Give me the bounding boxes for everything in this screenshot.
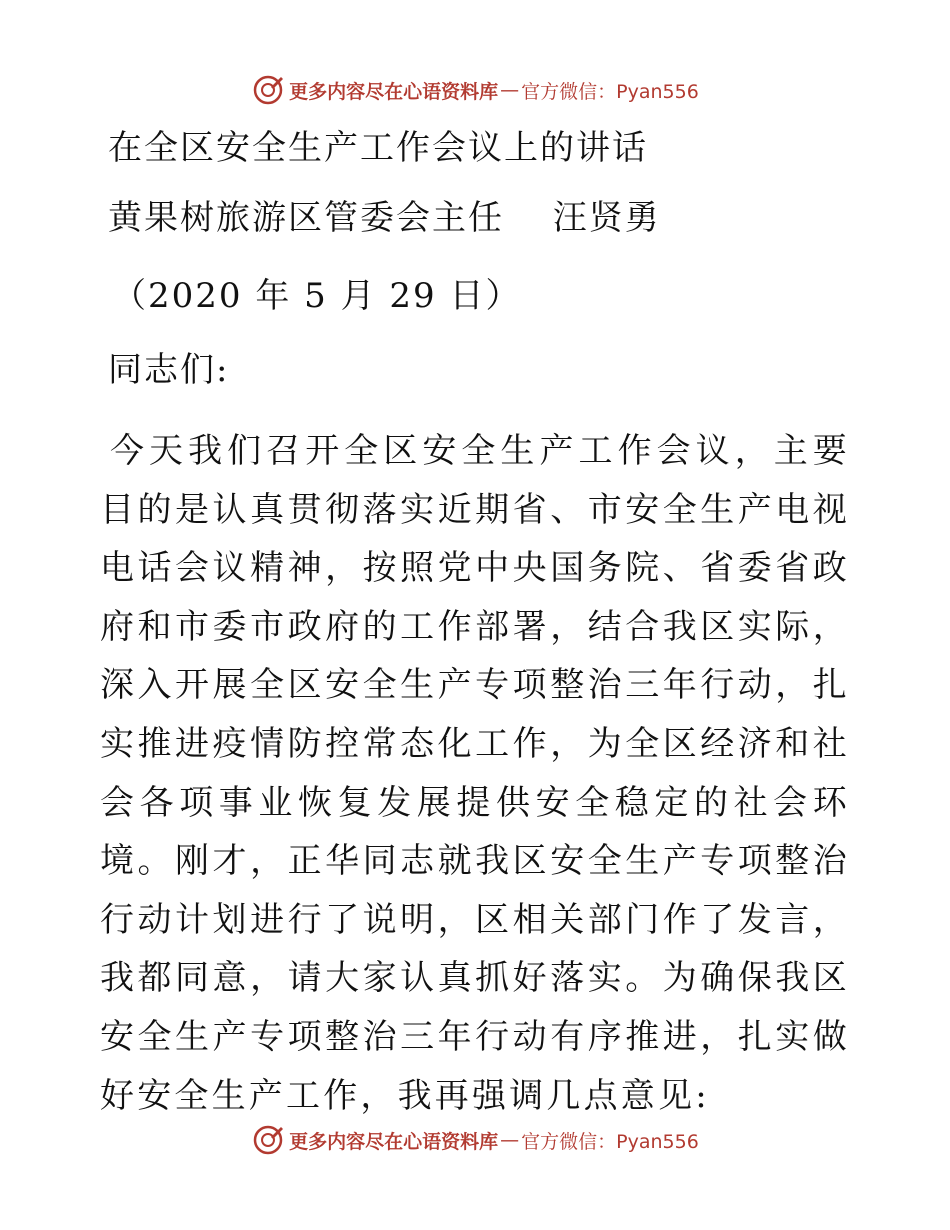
watermark-separator: —	[500, 79, 520, 101]
document-date: （2020 年 5 月 29 日）	[112, 276, 522, 316]
watermark-text: 更多内容尽在心语资料库	[289, 80, 499, 103]
watermark-footer	[0, 1120, 950, 1160]
document-salutation: 同志们:	[108, 350, 230, 390]
watermark-separator: —	[500, 1129, 520, 1151]
document-author: 黄果树旅游区管委会主任 汪贤勇	[108, 198, 661, 238]
pen-circle-logo-icon	[251, 1123, 285, 1157]
watermark-header	[0, 70, 950, 110]
document-title: 在全区安全生产工作会议上的讲话	[108, 128, 648, 168]
watermark-text: 更多内容尽在心语资料库	[289, 1130, 499, 1153]
watermark-contact: 官方微信：Pyan556	[521, 80, 699, 103]
document-paragraph: 今天我们召开全区安全生产工作会议，主要目的是认真贯彻落实近期省、市安全生产电视电话会议精神，按照党中央国务院、省委省政府和市委市政府的工作部署，结合我区实际，深入开展全区安全生产专项整治三年行动，扎实推进疫情防控常态化工作，为全区经济和社会各项事业恢复发展提供安全稳定的社会环境。刚才，正华同志就我区安全生产专项整治行动计划进行了说明，区相关部门作了发言，我都同意，请大家认真抓好落实。为确保我区安全生产专项整治三年行动有序推进，扎实做好安全生产工作，我再强调几点意见:	[100, 431, 850, 1116]
watermark-contact: 官方微信：Pyan556	[521, 1130, 699, 1153]
pen-circle-logo-icon	[251, 73, 285, 107]
